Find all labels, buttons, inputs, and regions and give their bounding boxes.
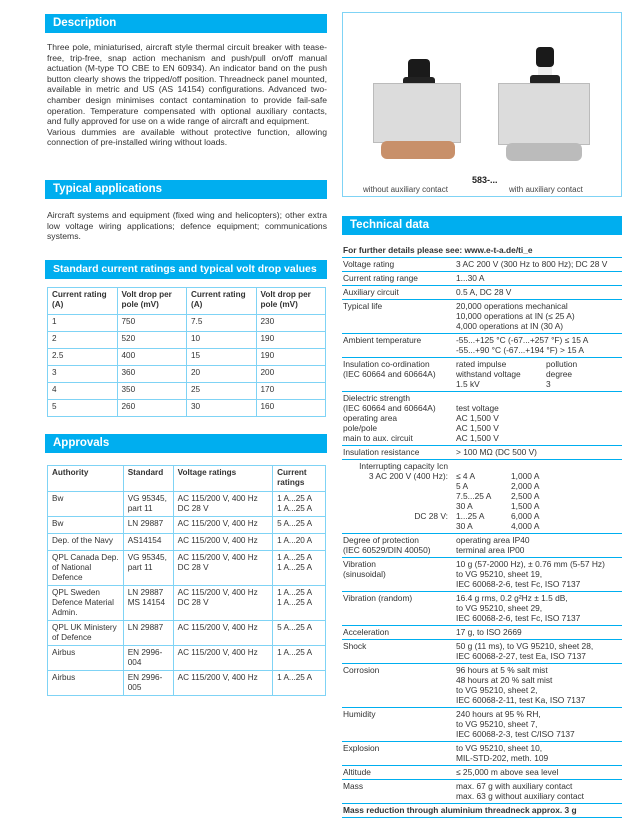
technical-value: 0.5 A, DC 28 V [456,287,512,297]
table-cell: 1 A...20 A [273,534,326,551]
approvals-header: Approvals [45,434,327,453]
table-cell: 400 [117,349,187,366]
technical-row [342,592,622,626]
approvals-header-row [48,466,326,492]
technical-value: IEC 60068-2-6, test Fc, ISO 7137 [456,579,581,589]
technical-label: Humidity [343,709,376,719]
technical-value: 1,000 A [511,471,540,481]
technical-row-line [343,501,621,511]
technical-label [343,675,456,685]
technical-row-line [343,675,621,685]
technical-row-line [343,301,621,311]
table-cell: AS14154 [123,534,173,551]
table-row [48,586,326,621]
table-cell: LN 29887 [123,517,173,534]
table-row [48,517,326,534]
technical-row-line [343,471,621,481]
table-row [48,671,326,696]
technical-row-line [343,791,621,801]
technical-row [342,272,622,286]
technical-value: to VG 95210, sheet 7, [456,719,538,729]
technical-row-line [343,393,621,403]
table-row [48,349,326,366]
technical-value: to VG 95210, sheet 29, [456,603,543,613]
table-cell: AC 115/200 V, 400 Hz DC 28 V [173,586,272,621]
technical-value: 2,000 A [511,481,540,491]
approvals-column-header: Authority [48,466,124,492]
technical-value: degree [546,369,573,379]
technical-label: Typical life [343,301,383,311]
technical-row-line [343,767,621,777]
technical-row [342,446,622,460]
technical-label [343,791,456,801]
technical-row-line [343,545,621,555]
technical-row-line [343,729,621,739]
technical-label: Current rating range [343,273,418,283]
table-row [48,621,326,646]
technical-label [343,311,456,321]
ratings-column-header: Volt drop per pole (mV) [256,288,326,315]
technical-row-line [343,423,621,433]
technical-row-line [343,335,621,345]
technical-value: 1...25 A [456,511,485,521]
technical-row-line [343,651,621,661]
technical-label [343,521,456,531]
table-cell: AC 115/200 V, 400 Hz DC 28 V [173,551,272,586]
table-cell: QPL Canada Dep. of National Defence [48,551,124,586]
table-cell: 1 [48,315,118,332]
technical-row-line [343,781,621,791]
technical-row-line [343,719,621,729]
table-cell: 1 A...25 A 1 A...25 A [273,586,326,621]
applications-header: Typical applications [45,180,327,199]
caption-with-aux: with auxiliary contact [509,185,583,194]
technical-row [342,358,622,392]
technical-value: 2,500 A [511,491,540,501]
technical-value: terminal area IP00 [456,545,525,555]
technical-label [343,345,456,355]
technical-value: IEC 60068-2-6, test Fc, ISO 7137 [456,613,581,623]
table-cell: VG 95345, part 11 [123,492,173,517]
product-model: 583-... [472,175,498,185]
table-cell: Airbus [48,646,124,671]
breaker-with-aux-image [498,43,593,168]
table-cell: AC 115/200 V, 400 Hz [173,621,272,646]
table-cell: VG 95345, part 11 [123,551,173,586]
technical-data-table [342,244,622,818]
table-cell: AC 115/200 V, 400 Hz [173,646,272,671]
technical-row-line [343,695,621,705]
table-cell: 170 [256,383,326,400]
table-cell: 1 A...25 A [273,671,326,696]
applications-text: Aircraft systems and equipment (fixed wing and helicopters); other extra low voltage wiring applications; defence equipment; communications systems. [47,210,327,242]
technical-row [342,334,622,358]
technical-value: 30 A [456,521,473,531]
technical-row [342,460,622,534]
technical-label: (IEC 60664 and 60664A) [343,403,436,413]
technical-label: Vibration [343,559,376,569]
table-cell: 360 [117,366,187,383]
ratings-header: Standard current ratings and typical volt drop values [45,260,327,279]
technical-value: 6,000 A [511,511,540,521]
ratings-column-header: Volt drop per pole (mV) [117,288,187,315]
technical-row-line [343,521,621,531]
table-cell: 5 A...25 A [273,517,326,534]
technical-row [342,766,622,780]
technical-label: Ambient temperature [343,335,422,345]
technical-label: Degree of protection [343,535,419,545]
technical-row-line [343,559,621,569]
table-cell: 20 [187,366,257,383]
technical-row [342,640,622,664]
technical-label [343,501,456,511]
technical-row-line [343,287,621,297]
table-cell: AC 115/200 V, 400 Hz [173,517,272,534]
table-cell: 200 [256,366,326,383]
technical-row-line [343,273,621,283]
table-cell: AC 115/200 V, 400 Hz DC 28 V [173,492,272,517]
technical-row [342,286,622,300]
technical-row-line [343,461,621,471]
description-paragraph-dummies: Various dummies are available without protective function, allowing connection of pre-installed wiring without loads. [47,126,327,148]
technical-label: Insulation resistance [343,447,420,457]
description-text [47,42,327,148]
technical-row-line [343,569,621,579]
technical-label: Dielectric strength [343,393,411,403]
table-cell: QPL Sweden Defence Material Admin. [48,586,124,621]
ratings-header-row [48,288,326,315]
table-cell: 30 [187,400,257,417]
table-row [48,534,326,551]
technical-value: 5 A [456,481,469,491]
technical-row-line [343,603,621,613]
table-cell: 260 [117,400,187,417]
technical-row-line [343,593,621,603]
description-paragraph: Three pole, miniaturised, aircraft style thermal circuit breaker with tease-free, trip-free, snap action mechanism and push/pull on/off manual actuation (M-type TO CBE to EN 60934). An indicator band on the push button clearly shows the tripped/off position. Threadneck panel mounted, available in metric and US (AS 14154) configurations. Advanced two-chamber design minimises contact contamination to provide fail-safe operation. Temperature compensated with optional auxiliary contacts, and fully approved for use on a wide range of aircraft and equipment. [47,42,327,127]
technical-row-line [343,511,621,521]
table-cell: 520 [117,332,187,349]
caption-without-aux: without auxiliary contact [363,185,448,194]
technical-row [342,708,622,742]
technical-label: operating area [343,413,398,423]
table-cell: 230 [256,315,326,332]
technical-value: IEC 60068-2-3, test C/ISO 7137 [456,729,575,739]
table-cell: 10 [187,332,257,349]
table-cell: Bw [48,492,124,517]
table-cell: EN 2996-005 [123,671,173,696]
table-cell: 7.5 [187,315,257,332]
technical-value: IEC 60068-2-27, test Ea, ISO 7137 [456,651,586,661]
technical-label: Shock [343,641,367,651]
technical-value: withstand voltage [456,369,521,379]
table-cell: Dep. of the Navy [48,534,124,551]
technical-value: 1.5 kV [456,379,480,389]
technical-value: -55...+125 °C (-67...+257 °F) ≤ 15 A [456,335,589,345]
technical-value: pollution [546,359,578,369]
technical-row-line [343,481,621,491]
table-row [48,551,326,586]
table-cell: 190 [256,332,326,349]
table-cell: 160 [256,400,326,417]
table-cell: 5 A...25 A [273,621,326,646]
table-cell: 2 [48,332,118,349]
technical-value: AC 1,500 V [456,413,499,423]
technical-value: to VG 95210, sheet 10, [456,743,543,753]
table-cell: Bw [48,517,124,534]
technical-row-line [343,379,621,389]
technical-label: For further details please see: www.e-t-a.de/ti_e [343,245,533,255]
technical-row-line [343,345,621,355]
technical-row-line [343,359,621,369]
technical-row [342,244,622,258]
technical-value: > 100 MΩ (DC 500 V) [456,447,537,457]
technical-row [342,742,622,766]
technical-label: Vibration (random) [343,593,413,603]
table-row [48,332,326,349]
technical-label [343,719,456,729]
technical-value: 3 [546,379,551,389]
technical-header: Technical data [342,216,622,235]
table-cell: AC 115/200 V, 400 Hz [173,534,272,551]
technical-value: 1...30 A [456,273,485,283]
table-row [48,383,326,400]
table-cell: 1 A...25 A 1 A...25 A [273,551,326,586]
technical-value: max. 67 g with auxiliary contact [456,781,573,791]
technical-row-line [343,579,621,589]
technical-value: ≤ 25,000 m above sea level [456,767,559,777]
technical-label [343,481,456,491]
technical-value: 50 g (11 ms), to VG 95210, sheet 28, [456,641,594,651]
technical-row-line [343,403,621,413]
technical-label: main to aux. circuit [343,433,413,443]
table-cell: QPL UK Ministery of Defence [48,621,124,646]
technical-value: 7.5...25 A [456,491,492,501]
table-cell: 350 [117,383,187,400]
technical-value [456,461,511,471]
technical-value: to VG 95210, sheet 2, [456,685,538,695]
table-cell: Airbus [48,671,124,696]
technical-value: -55...+90 °C (-67...+194 °F) > 15 A [456,345,584,355]
technical-row-line [343,311,621,321]
technical-row-line [343,413,621,423]
technical-label [343,685,456,695]
technical-value: 4,000 A [511,521,540,531]
technical-value: 10 g (57-2000 Hz), ± 0.76 mm (5-57 Hz) [456,559,605,569]
ratings-column-header: Current rating (A) [187,288,257,315]
technical-row-line [343,447,621,457]
technical-value: 20,000 operations mechanical [456,301,568,311]
technical-row [342,392,622,446]
technical-value: rated impulse [456,359,507,369]
table-row [48,366,326,383]
technical-row [342,626,622,640]
technical-label: Altitude [343,767,371,777]
technical-label [343,613,456,623]
technical-row-line [343,321,621,331]
technical-label [343,753,456,763]
technical-value: MIL-STD-202, meth. 109 [456,753,549,763]
table-row [48,646,326,671]
table-cell: 2.5 [48,349,118,366]
approvals-table [47,465,326,696]
technical-row-line [343,613,621,623]
technical-value: to VG 95210, sheet 19, [456,569,543,579]
product-photo [342,12,622,197]
technical-label [343,321,456,331]
technical-label: Acceleration [343,627,390,637]
technical-value: test voltage [456,403,499,413]
technical-value: 4,000 operations at IN (30 A) [456,321,564,331]
table-cell: 190 [256,349,326,366]
technical-row-line [343,753,621,763]
technical-label: (IEC 60664 and 60664A) [343,369,436,379]
technical-value: ≤ 4 A [456,471,476,481]
description-header: Description [45,14,327,33]
technical-value: 96 hours at 5 % salt mist [456,665,548,675]
table-cell: 15 [187,349,257,366]
technical-value: 1,500 A [511,501,540,511]
technical-row-line [343,627,621,637]
technical-row-line [343,805,621,815]
technical-value: 17 g, to ISO 2669 [456,627,522,637]
table-cell: 1 A...25 A 1 A...25 A [273,492,326,517]
technical-value: max. 63 g without auxiliary contact [456,791,585,801]
technical-label: (sinusoidal) [343,569,386,579]
technical-label: Voltage rating [343,259,395,269]
technical-row [342,804,622,818]
technical-label: pole/pole [343,423,377,433]
ratings-column-header: Current rating (A) [48,288,118,315]
approvals-column-header: Standard [123,466,173,492]
ratings-table [47,287,326,417]
technical-row-line [343,709,621,719]
technical-row-line [343,535,621,545]
table-cell: EN 2996-004 [123,646,173,671]
table-cell: AC 115/200 V, 400 Hz [173,671,272,696]
technical-row [342,558,622,592]
technical-label [343,379,456,389]
breaker-without-aux-image [373,53,463,168]
technical-row [342,534,622,558]
technical-value: 16.4 g rms, 0.2 g²Hz ± 1.5 dB, [456,593,568,603]
technical-row-line [343,665,621,675]
technical-label: 3 AC 200 V (400 Hz): [368,471,448,481]
technical-row [342,780,622,804]
technical-value: 30 A [456,501,473,511]
technical-value: AC 1,500 V [456,433,499,443]
technical-label [343,491,456,501]
technical-label: Interrupting capacity Icn [359,461,448,471]
approvals-column-header: Current ratings [273,466,326,492]
technical-value: operating area IP40 [456,535,530,545]
table-cell: 3 [48,366,118,383]
technical-label: Auxiliary circuit [343,287,399,297]
table-cell: 5 [48,400,118,417]
approvals-column-header: Voltage ratings [173,466,272,492]
technical-value: 48 hours at 20 % salt mist [456,675,553,685]
table-row [48,400,326,417]
technical-label [343,651,456,661]
table-row [48,315,326,332]
technical-value: 3 AC 200 V (300 Hz to 800 Hz); DC 28 V [456,259,608,269]
technical-label: Mass [343,781,364,791]
table-cell: LN 29887 [123,621,173,646]
technical-label [343,603,456,613]
technical-label: Corrosion [343,665,380,675]
technical-label: Explosion [343,743,380,753]
technical-row [342,664,622,708]
technical-label: DC 28 V: [414,511,448,521]
table-row [48,492,326,517]
technical-value: 240 hours at 95 % RH, [456,709,541,719]
table-cell: 4 [48,383,118,400]
table-cell: 750 [117,315,187,332]
table-cell: 1 A...25 A [273,646,326,671]
technical-label: Insulation co-ordination [343,359,430,369]
table-cell: 25 [187,383,257,400]
technical-label [343,729,456,739]
technical-label: (IEC 60529/DIN 40050) [343,545,431,555]
technical-label [343,579,456,589]
technical-row [342,300,622,334]
technical-row-line [343,743,621,753]
technical-label [343,695,456,705]
technical-label: Mass reduction through aluminium threadneck approx. 3 g [343,805,577,815]
technical-row-line [343,641,621,651]
technical-row-line [343,491,621,501]
technical-value: AC 1,500 V [456,423,499,433]
technical-row [342,258,622,272]
technical-row-line [343,369,621,379]
table-cell: LN 29887 MS 14154 [123,586,173,621]
technical-row-line [343,433,621,443]
technical-row-line [343,259,621,269]
technical-value: IEC 60068-2-11, test Ka, ISO 7137 [456,695,586,705]
technical-row-line [343,245,621,255]
technical-value: 10,000 operations at IN (≤ 25 A) [456,311,575,321]
technical-row-line [343,685,621,695]
